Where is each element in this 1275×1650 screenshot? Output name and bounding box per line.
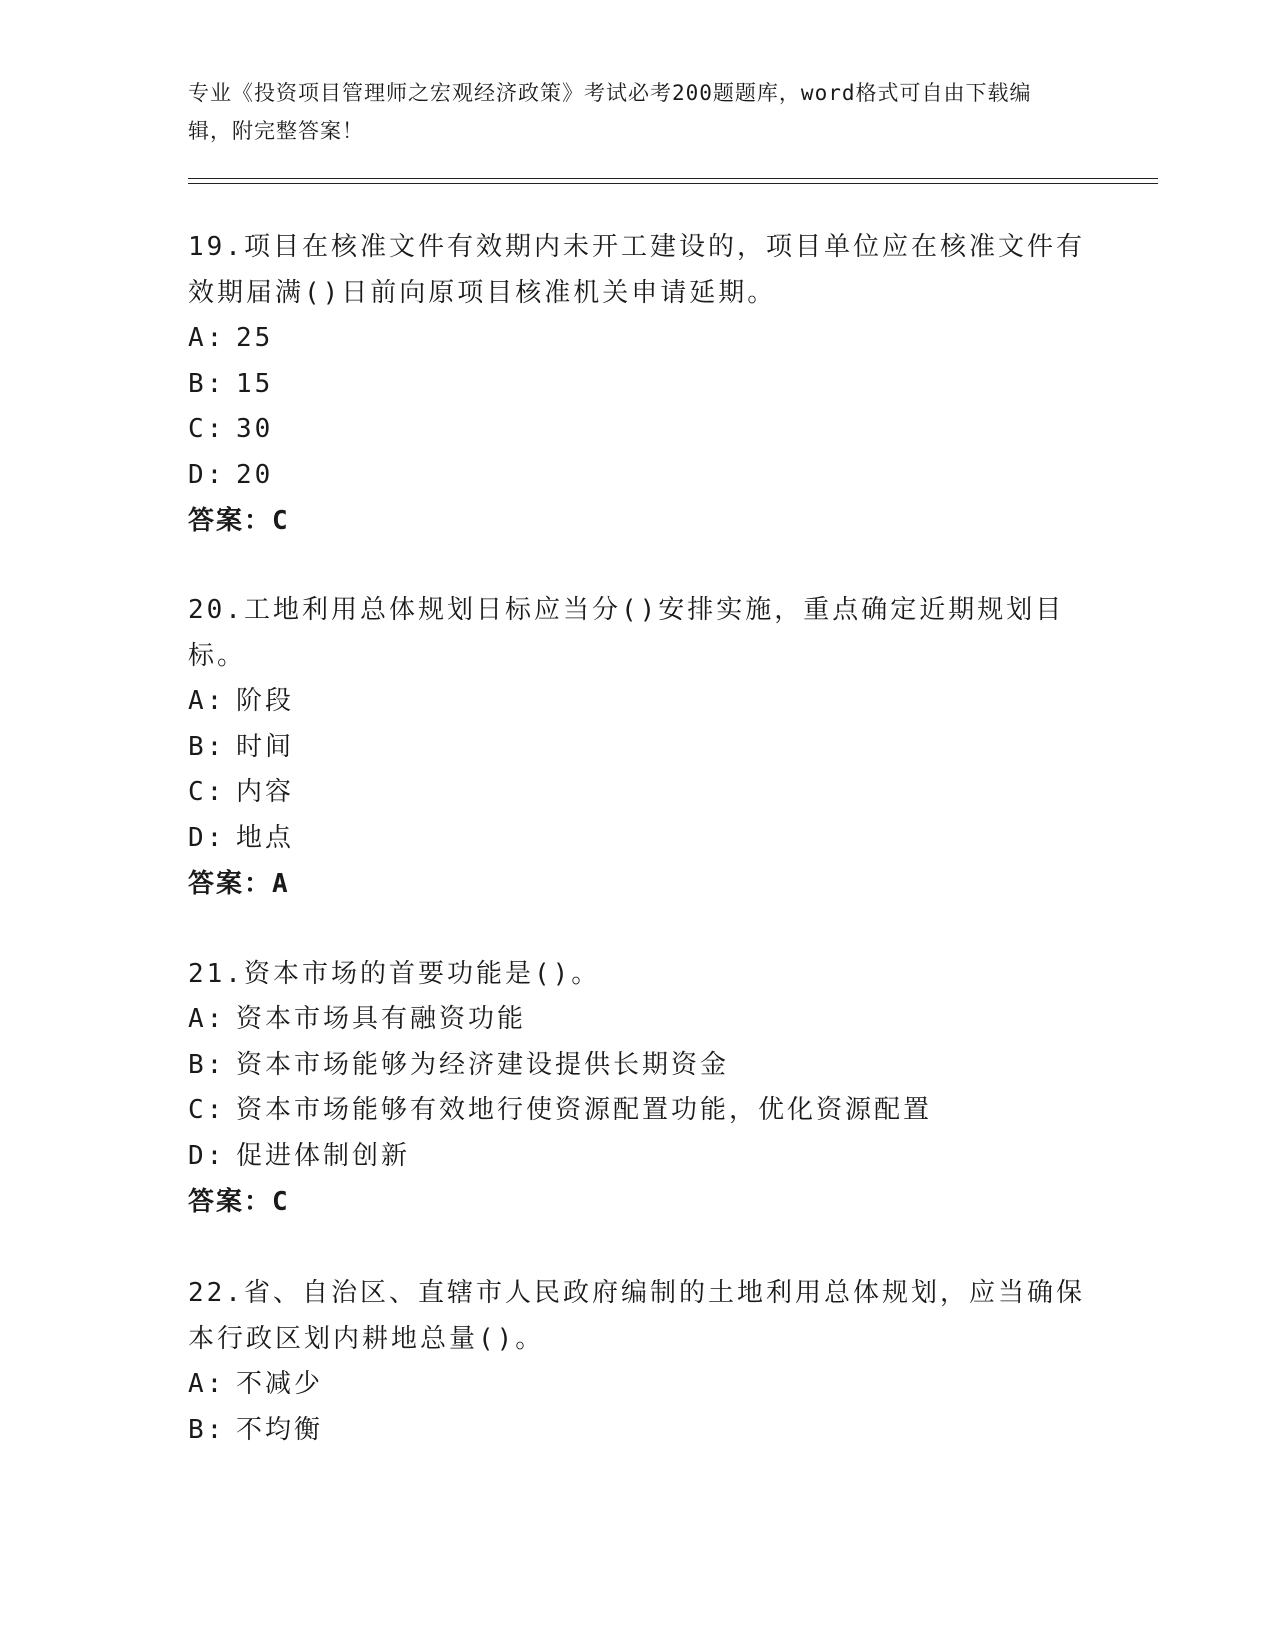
option-key: A: xyxy=(188,323,226,353)
question-20 xyxy=(188,587,1088,907)
option-text: 20 xyxy=(236,459,274,490)
option-c xyxy=(188,407,1088,453)
document-header: 专业《投资项目管理师之宏观经济政策》考试必考200题题库，word格式可自由下载编辑，附完整答案！ xyxy=(188,81,1032,143)
option-b xyxy=(188,1043,1088,1089)
option-key: D: xyxy=(188,1140,226,1171)
option-text: 时间 xyxy=(236,731,295,762)
option-d xyxy=(188,816,1088,862)
question-text: 21.资本市场的首要功能是()。 xyxy=(188,959,601,989)
option-key: A: xyxy=(188,1004,226,1034)
option-b xyxy=(188,1408,1088,1454)
option-key: B: xyxy=(188,1414,226,1445)
option-text: 资本市场能够为经济建设提供长期资金 xyxy=(236,1049,730,1080)
header-divider-bottom xyxy=(188,183,1158,184)
question-text: 22.省、自治区、直辖市人民政府编制的土地利用总体规划，应当确保本行政区划内耕地总量()。 xyxy=(188,1278,1085,1354)
option-text: 资本市场能够有效地行使资源配置功能，优化资源配置 xyxy=(236,1095,933,1125)
option-key: A: xyxy=(188,686,226,716)
question-19 xyxy=(188,224,1088,544)
option-text: 15 xyxy=(236,368,274,399)
question-text: 20.工地利用总体规划日标应当分()安排实施，重点确定近期规划目标。 xyxy=(188,595,1065,671)
answer: 答案：A xyxy=(188,869,290,899)
question-22 xyxy=(188,1270,1088,1453)
option-key: D: xyxy=(188,459,226,490)
option-text: 30 xyxy=(236,414,274,444)
option-key: D: xyxy=(188,822,226,853)
option-text: 不均衡 xyxy=(236,1414,324,1445)
option-text: 内容 xyxy=(236,777,295,807)
answer: 答案：C xyxy=(188,1187,290,1217)
option-d xyxy=(188,453,1088,499)
option-text: 阶段 xyxy=(236,686,295,716)
option-key: B: xyxy=(188,1049,226,1080)
option-key: C: xyxy=(188,777,226,807)
option-a xyxy=(188,679,1088,725)
option-text: 促进体制创新 xyxy=(236,1140,411,1171)
option-text: 资本市场具有融资功能 xyxy=(236,1004,527,1034)
header-divider-top xyxy=(188,178,1158,179)
option-c xyxy=(188,1088,1088,1134)
option-key: C: xyxy=(188,414,226,444)
option-key: B: xyxy=(188,731,226,762)
option-d xyxy=(188,1134,1088,1180)
option-b xyxy=(188,725,1088,771)
option-text: 地点 xyxy=(236,822,295,853)
option-key: B: xyxy=(188,368,226,399)
option-a xyxy=(188,316,1088,362)
question-21 xyxy=(188,951,1088,1225)
option-key: C: xyxy=(188,1095,226,1125)
option-a xyxy=(188,1362,1088,1408)
question-text: 19.项目在核准文件有效期内未开工建设的，项目单位应在核准文件有效期届满()日前向原项目核准机关申请延期。 xyxy=(188,232,1085,308)
answer: 答案：C xyxy=(188,506,290,536)
option-text: 不减少 xyxy=(236,1369,324,1399)
option-key: A: xyxy=(188,1369,226,1399)
option-b xyxy=(188,362,1088,408)
option-c xyxy=(188,770,1088,816)
option-text: 25 xyxy=(236,323,274,353)
option-a xyxy=(188,997,1088,1043)
